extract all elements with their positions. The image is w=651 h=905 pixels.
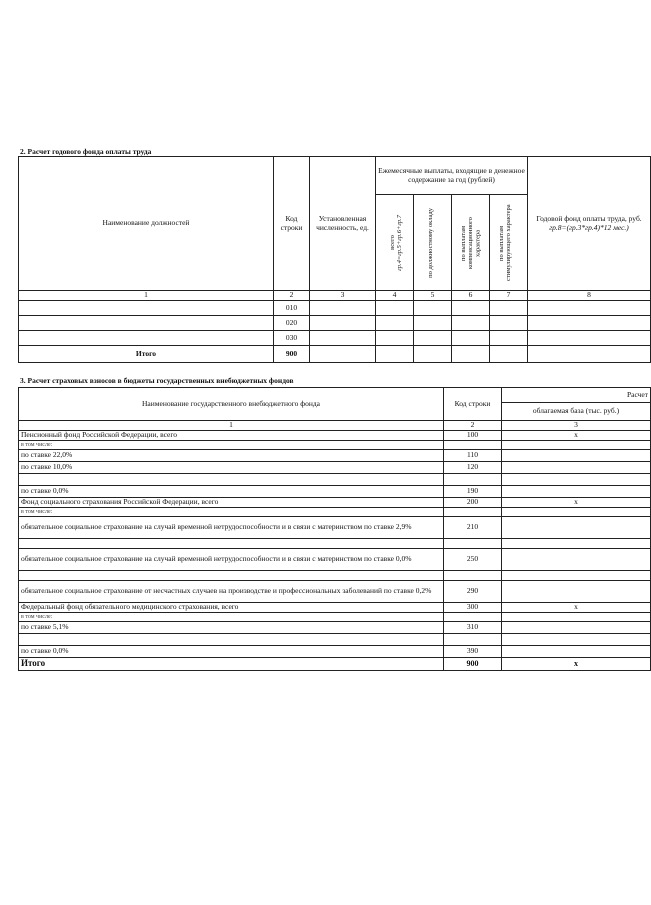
total-label: Итого (19, 658, 444, 671)
table-row (19, 622, 651, 634)
row-code: 120 (444, 462, 502, 474)
total-label: всего (388, 235, 396, 250)
section2-title: 2. Расчет годового фонда оплаты труда (20, 147, 152, 156)
col-number: 1 (19, 421, 444, 431)
row-code (444, 508, 502, 517)
fund-name (19, 539, 444, 549)
taxable-base[interactable] (502, 549, 651, 571)
taxable-base[interactable] (502, 450, 651, 462)
row-code: 310 (444, 622, 502, 634)
col-number: 2 (274, 291, 310, 301)
annual-fund-label: Годовой фонд оплаты труда, руб. (536, 214, 642, 224)
table-row (19, 549, 651, 571)
taxable-base[interactable] (502, 613, 651, 622)
insurance-contributions-table (18, 387, 651, 671)
fund-name: в том числе: (19, 441, 444, 450)
row-code (444, 571, 502, 581)
taxable-base: x (502, 498, 651, 508)
total-base: x (502, 658, 651, 671)
taxable-base[interactable] (502, 622, 651, 634)
annual-fund-formula: гр.8=(гр.3*гр.4)*12 мес.) (549, 222, 629, 232)
fund-name: Федеральный фонд обязательного медицинского страхования, всего (19, 603, 444, 613)
fund-name: Пенсионный фонд Российской Федерации, всего (19, 431, 444, 441)
fund-name: Фонд социального страхования Российской Федерации, всего (19, 498, 444, 508)
table-row (19, 517, 651, 539)
total-code: 900 (274, 346, 310, 363)
total-row (19, 346, 651, 363)
fund-name: по ставке 0,0% (19, 486, 444, 498)
col-number: 7 (490, 291, 528, 301)
table-row (19, 498, 651, 508)
row-code (444, 613, 502, 622)
fund-name (19, 634, 444, 646)
col-number: 2 (444, 421, 502, 431)
header-stimulus: по выплатам стимулирующего характера (490, 195, 528, 291)
col-number: 3 (502, 421, 651, 431)
table-row (19, 581, 651, 603)
header-compensation: по выплатам компенсационного характера (452, 195, 490, 291)
fund-name: по ставке 5,1% (19, 622, 444, 634)
table-row (19, 316, 651, 331)
taxable-base[interactable] (502, 646, 651, 658)
table-row (19, 301, 651, 316)
row-code: 210 (444, 517, 502, 539)
table-row (19, 603, 651, 613)
row-code: 300 (444, 603, 502, 613)
header-total (376, 195, 414, 291)
header-staff-count: Установленная численность, ед. (310, 157, 376, 291)
table-row (19, 462, 651, 474)
taxable-base[interactable] (502, 539, 651, 549)
row-code: 110 (444, 450, 502, 462)
col-number: 4 (376, 291, 414, 301)
fund-name: обязательное социальное страхование на случай временной нетрудоспособности и в связи с материнством по ставке 2,9% (19, 517, 444, 539)
total-code: 900 (444, 658, 502, 671)
table-row (19, 539, 651, 549)
fund-name: по ставке 22,0% (19, 450, 444, 462)
row-code: 030 (274, 331, 310, 346)
fund-name (19, 474, 444, 486)
header-calculation: Расчет (502, 388, 651, 403)
fund-name: по ставке 10,0% (19, 462, 444, 474)
header-annual-fund (528, 157, 651, 291)
col-number: 5 (414, 291, 452, 301)
header-row-code: Код строки (444, 388, 502, 421)
row-code (444, 539, 502, 549)
row-code (444, 441, 502, 450)
payroll-fund-table (18, 156, 651, 363)
header-row-code: Код строки (274, 157, 310, 291)
header-fund-name: Наименование государственного внебюджетного фонда (19, 388, 444, 421)
taxable-base[interactable] (502, 508, 651, 517)
table-row (19, 431, 651, 441)
fund-name: обязательное социальное страхование на случай временной нетрудоспособности и в связи с материнством по ставке 0,0% (19, 549, 444, 571)
header-salary: по должностному окладу (414, 195, 452, 291)
header-monthly-payments: Ежемесячные выплаты, входящие в денежное содержание за год (рублей) (376, 157, 528, 195)
row-code: 200 (444, 498, 502, 508)
col-number: 3 (310, 291, 376, 301)
fund-name (19, 571, 444, 581)
table-row (19, 486, 651, 498)
table-row (19, 331, 651, 346)
taxable-base[interactable] (502, 462, 651, 474)
taxable-base: x (502, 603, 651, 613)
taxable-base[interactable] (502, 634, 651, 646)
taxable-base[interactable] (502, 486, 651, 498)
col-number: 6 (452, 291, 490, 301)
table-row (19, 441, 651, 450)
row-code: 020 (274, 316, 310, 331)
fund-name: в том числе: (19, 613, 444, 622)
header-position-name: Наименование должностей (19, 157, 274, 291)
col-number: 1 (19, 291, 274, 301)
total-row (19, 658, 651, 671)
row-code: 100 (444, 431, 502, 441)
table-row (19, 571, 651, 581)
taxable-base[interactable] (502, 441, 651, 450)
row-code: 390 (444, 646, 502, 658)
table-row (19, 613, 651, 622)
table-row (19, 474, 651, 486)
taxable-base[interactable] (502, 517, 651, 539)
row-code: 290 (444, 581, 502, 603)
fund-name: в том числе: (19, 508, 444, 517)
row-code (444, 634, 502, 646)
taxable-base: x (502, 431, 651, 441)
table-row (19, 646, 651, 658)
row-code: 010 (274, 301, 310, 316)
taxable-base[interactable] (502, 581, 651, 603)
col-number: 8 (528, 291, 651, 301)
row-code (444, 474, 502, 486)
table-row (19, 508, 651, 517)
fund-name: по ставке 0,0% (19, 646, 444, 658)
fund-name: обязательное социальное страхование от несчастных случаев на производстве и профессиональных заболеваний по ставке 0,2% (19, 581, 444, 603)
section3-title: 3. Расчет страховых взносов в бюджеты государственных внебюджетных фондов (20, 376, 294, 385)
taxable-base[interactable] (502, 474, 651, 486)
row-code: 190 (444, 486, 502, 498)
row-code: 250 (444, 549, 502, 571)
table-row (19, 634, 651, 646)
total-label: Итого (19, 346, 274, 363)
table-row (19, 450, 651, 462)
header-taxable-base: облагаемая база (тыс. руб.) (502, 403, 651, 421)
taxable-base[interactable] (502, 571, 651, 581)
total-formula: гр.4=гр.5+гр.6+гр.7 (395, 214, 403, 271)
